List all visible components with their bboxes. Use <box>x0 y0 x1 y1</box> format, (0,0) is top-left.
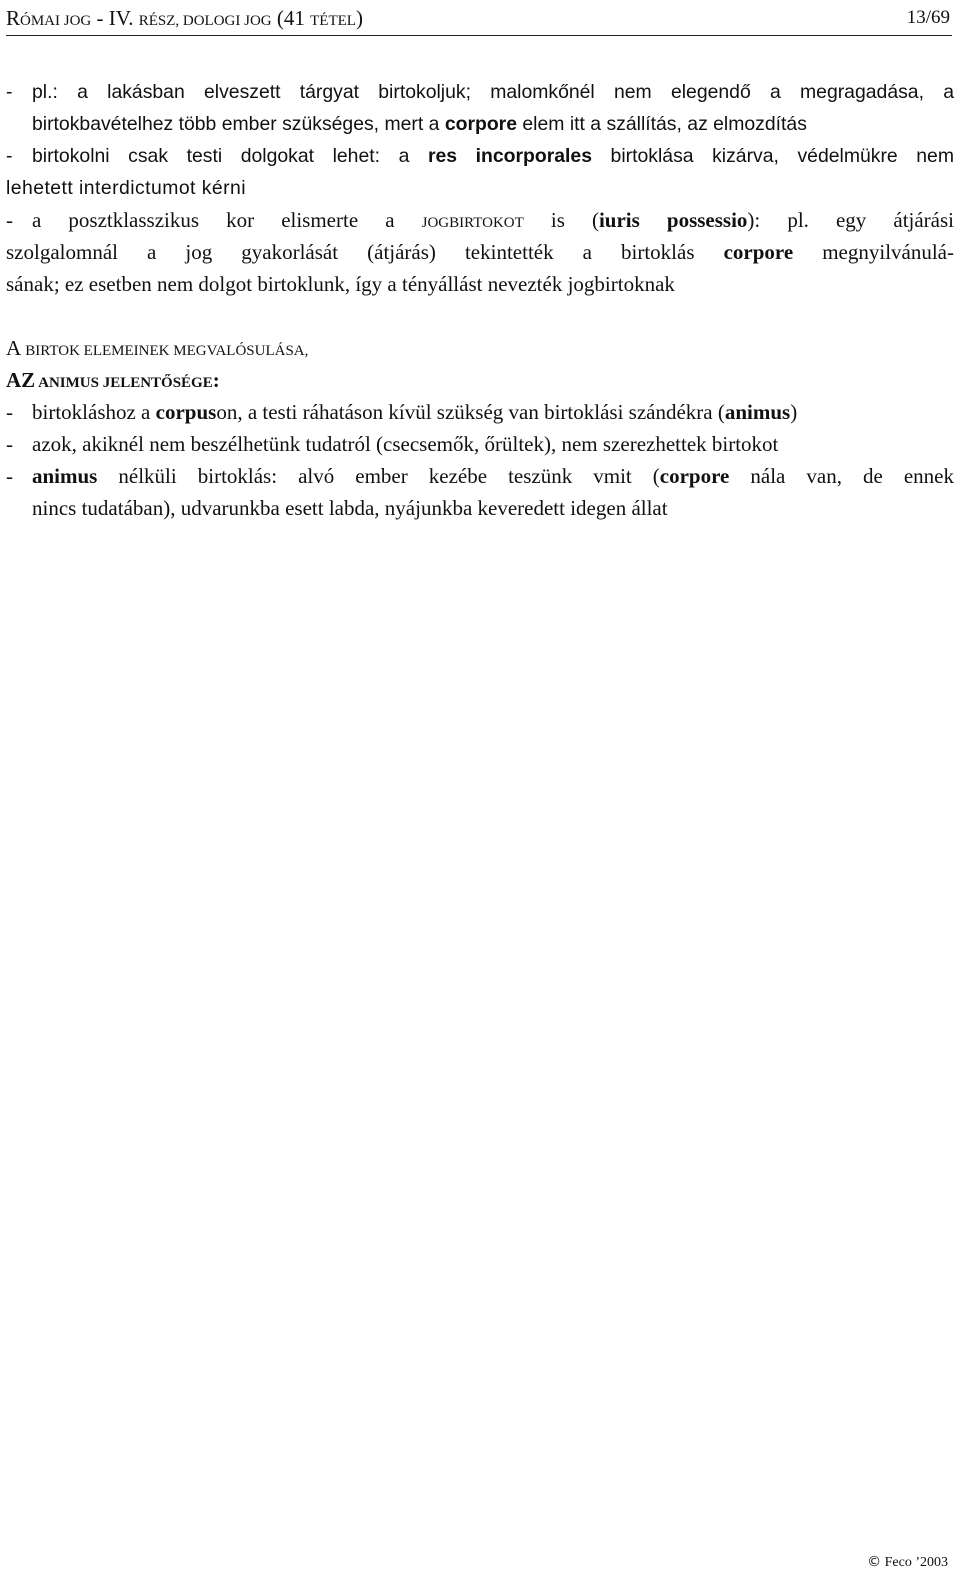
bold-term: corpore <box>444 113 518 135</box>
animus-list <box>6 396 954 524</box>
header-divider <box>6 35 952 36</box>
paragraph-gap <box>6 300 954 332</box>
document-body <box>6 76 954 524</box>
text-line: - pl.: a lakásban elveszett tárgyat birtokoljuk; malomkőnél nem elegendő a megragadása, a <box>6 81 954 103</box>
paragraph-iuris-possessio <box>6 204 954 300</box>
list-item: - azok, akiknél nem beszélhetünk tudatról (csecsemők, őrültek), nem szerezhettek birtokot <box>6 432 779 456</box>
section-heading <box>6 332 954 396</box>
text-line: birtokbavételhez több ember szükséges, mert a corpore elem itt a szállítás, az elmozdítás <box>32 113 807 135</box>
text-line: - a posztklasszikus kor elismerte a JOGBIRTOKOT is (iuris possessio): pl. egy átjárási <box>6 208 955 232</box>
bold-term: animus <box>32 464 98 488</box>
text-line: sának; ez esetben nem dolgot birtoklunk, így a tényállást nevezték jogbirtoknak <box>6 272 675 296</box>
bold-term: res incorporales <box>427 145 592 167</box>
heading-line: AZ ANIMUS JELENTŐSÉGE: <box>6 368 220 392</box>
page-footer <box>867 1552 948 1573</box>
text-line: lehetett interdictumot kérni <box>6 177 247 199</box>
copyright-icon: © <box>867 1554 882 1570</box>
list-item: - birtokláshoz a corpuson, a testi ráhatáson kívül szükség van birtoklási szándékra (animus) <box>6 400 798 424</box>
list-item-continuation: nincs tudatában), udvarunkba esett labda, nyájunkba keveredett idegen állat <box>32 496 668 520</box>
paragraph-res-incorporales <box>6 140 954 204</box>
text-line: - birtokolni csak testi dolgokat lehet: a res incorporales birtoklása kizárva, védelmükre nem <box>6 145 954 167</box>
paragraph-lost-items <box>6 76 954 140</box>
footer-text: Feco ’2003 <box>881 1555 948 1570</box>
bold-term: iuris possessio <box>598 208 748 232</box>
bold-term: corpus <box>155 400 217 424</box>
page-number: 13/69 <box>906 7 950 28</box>
list-item: - animus nélküli birtoklás: alvó ember kezébe teszünk vmit (corpore nála van, de ennek <box>6 464 954 488</box>
page-header <box>6 4 952 36</box>
bold-term: corpore <box>659 464 730 488</box>
bold-term: animus <box>724 400 791 424</box>
text-line: szolgalomnál a jog gyakorlását (átjárás) tekintették a birtoklás corpore megnyilvánulá- <box>6 240 955 264</box>
bold-term: corpore <box>723 240 794 264</box>
heading-line: A BIRTOK ELEMEINEK MEGVALÓSULÁSA, <box>6 336 309 360</box>
header-title: RÓMAI JOG - IV. RÉSZ, DOLOGI JOG (41 TÉTEL) <box>6 6 363 30</box>
